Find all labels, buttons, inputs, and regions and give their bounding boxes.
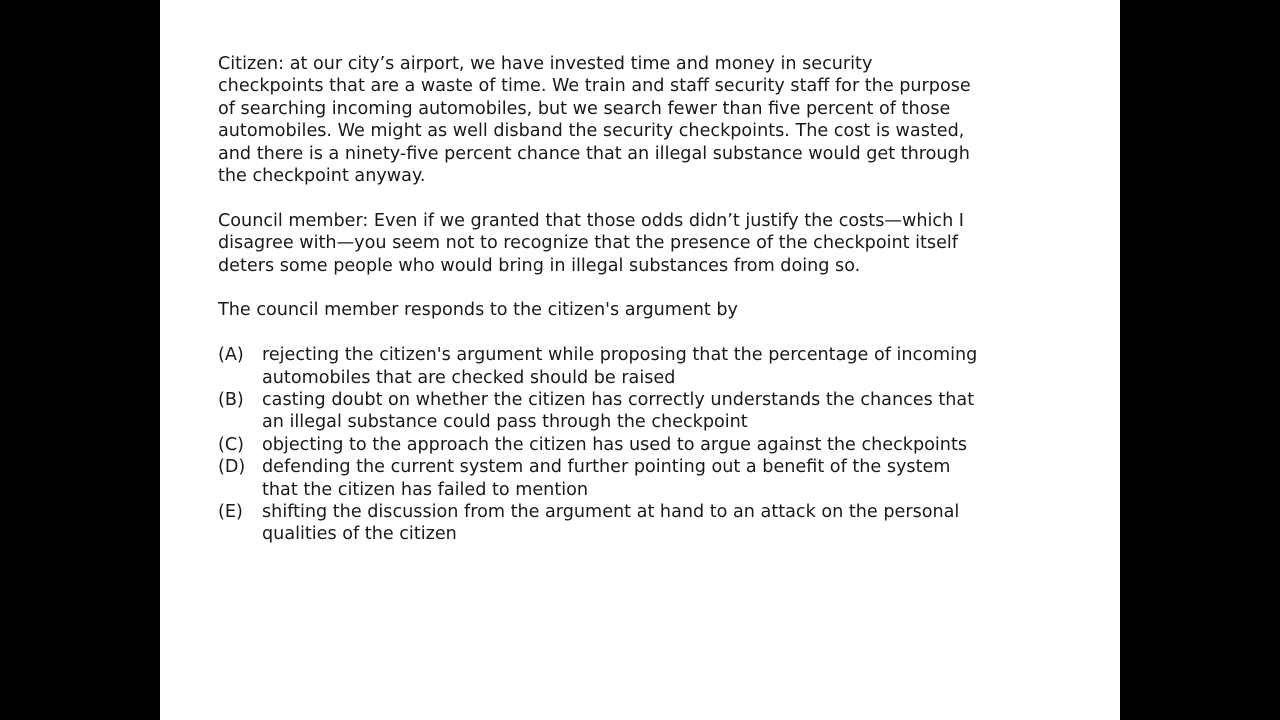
council-member-statement: Council member: Even if we granted that those odds didn’t justify the costs—which I disagree with—you seem not to recognize that the presence of the checkpoint itself deters some people who would bring in illegal substances from doing so. [218,210,964,276]
answer-choice-c[interactable] [218,434,1048,456]
choice-text: shifting the discussion from the argument at hand to an attack on the personal qualities of the citizen [262,502,960,545]
answer-choices [218,344,1048,546]
answer-choice-a[interactable] [218,344,1048,389]
choice-letter: (A) [218,345,244,366]
choice-text: objecting to the approach the citizen has used to argue against the checkpoints [262,434,968,455]
document-page [160,0,1120,720]
choice-letter: (B) [218,390,244,411]
choice-text: casting doubt on whether the citizen has correctly understands the chances that an illegal substance could pass through the checkpoint [262,390,975,433]
choice-letter: (D) [218,457,246,478]
answer-choice-d[interactable] [218,456,1048,501]
question-stem: The council member responds to the citizen's argument by [218,300,738,321]
question-content [218,53,1048,546]
citizen-statement: Citizen: at our city’s airport, we have invested time and money in security checkpoints that are a waste of time. We train and staff security staff for the purpose of searching incoming automobiles, but we search fewer than five percent of those automobiles. We might as well disband the security checkpoints. The cost is wasted, and there is a ninety-five percent chance that an illegal substance would get through the checkpoint anyway. [218,54,971,187]
choice-text: rejecting the citizen's argument while proposing that the percentage of incoming automobiles that are checked should be raised [262,345,978,388]
choice-text: defending the current system and further pointing out a benefit of the system that the citizen has failed to mention [262,457,951,500]
choice-letter: (C) [218,434,245,455]
choice-letter: (E) [218,502,243,523]
answer-choice-e[interactable] [218,501,1048,546]
answer-choice-b[interactable] [218,389,1048,434]
